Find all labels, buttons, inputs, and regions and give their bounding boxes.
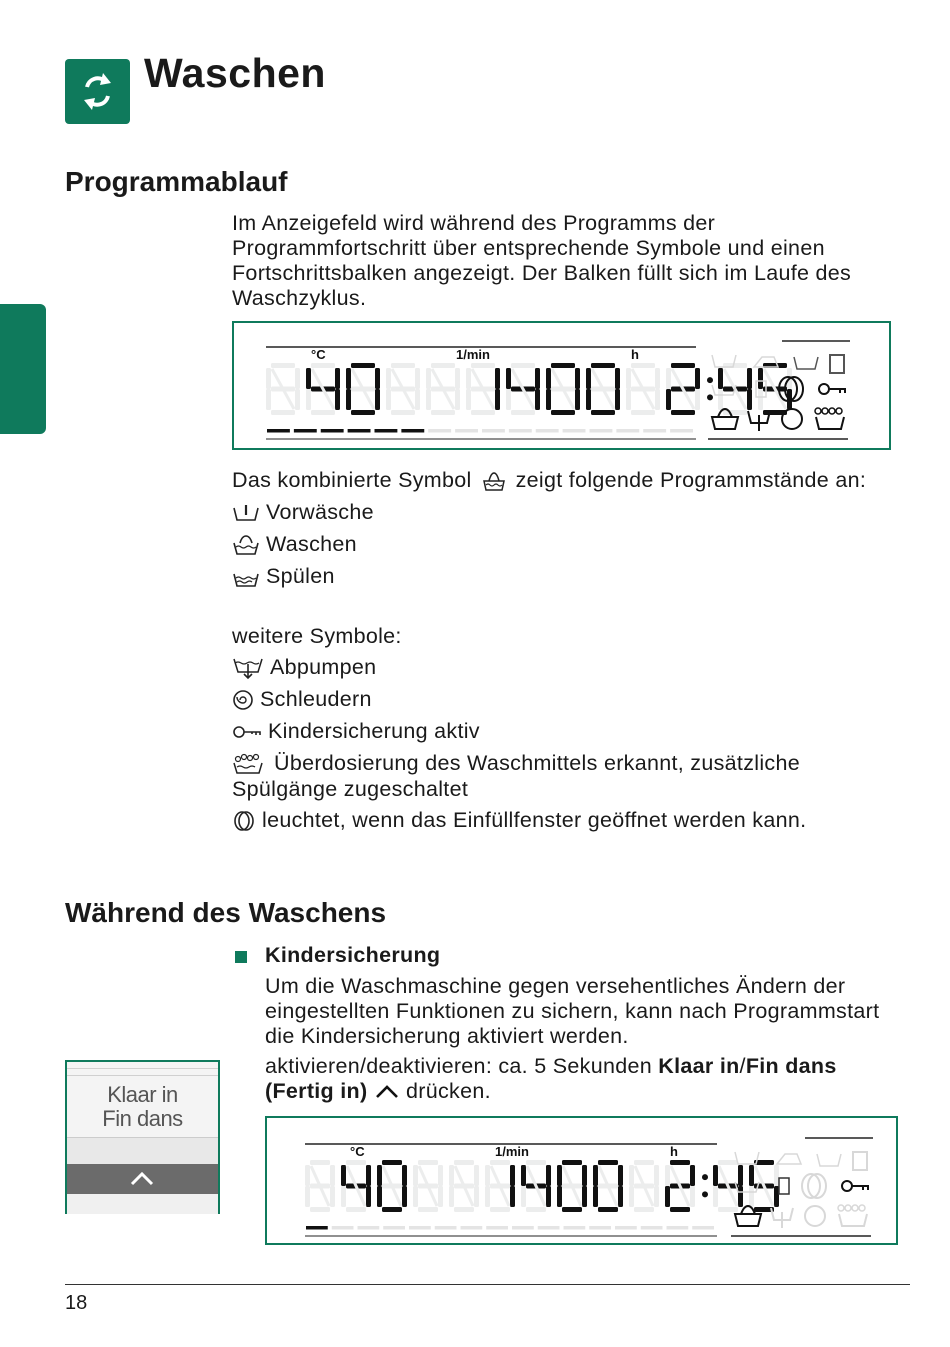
list-item (232, 500, 374, 525)
sub-title-kindersicherung: Kindersicherung (265, 943, 441, 967)
progress-segment (509, 429, 532, 433)
lcd-digit (449, 1160, 479, 1212)
lcd-time-unit: h (670, 1144, 678, 1159)
panel-label-klaar: Klaar in (107, 1082, 178, 1107)
lcd-display-graphic (267, 1118, 896, 1243)
action-fin: Fin dans (745, 1054, 837, 1078)
foam-label-continued: Spülgänge zugeschaltet (232, 777, 469, 801)
intro-paragraph: Im Anzeigefeld wird während des Programms der Programmfortschritt über entsprechende Symbole und einen Fortschrittsbalken angezeigt. Der Balken füllt sich im Laufe des Waschzyklus. (232, 211, 852, 310)
list-item (232, 564, 335, 589)
combined-symbol-icon (480, 469, 508, 493)
lcd-speed-unit: 1/min (495, 1144, 529, 1159)
progress-segment (321, 429, 344, 433)
lcd-digit (506, 363, 540, 415)
progress-segment (670, 429, 693, 433)
action-klaar: Klaar in (658, 1054, 740, 1078)
progress-segment (306, 1226, 328, 1230)
action-fertig: (Fertig in) (265, 1079, 368, 1103)
section-heading-programmablauf: Programmablauf (65, 166, 288, 197)
kindersicherung-action (265, 1054, 905, 1104)
progress-segment (536, 429, 559, 433)
lcd-digit (593, 1160, 623, 1212)
progress-segment (590, 429, 613, 433)
rinse-icon (232, 566, 260, 588)
key-icon (232, 722, 262, 742)
lcd-time-unit: h (631, 347, 639, 362)
lcd-digit (346, 363, 380, 415)
wash-icon (232, 534, 260, 556)
lcd-digit (413, 1160, 443, 1212)
progress-segment (358, 1226, 380, 1230)
action-slash: / (739, 1054, 746, 1078)
more-symbols-heading: weitere Symbole: (232, 624, 402, 648)
time-up-button[interactable] (67, 1164, 218, 1194)
lcd-digit (713, 1160, 743, 1212)
lcd-digit (629, 1160, 659, 1212)
lcd-temp-unit: °C (350, 1144, 365, 1159)
spin-label: Schleudern (260, 687, 372, 711)
drain-label: Abpumpen (270, 655, 377, 679)
progress-segment (486, 1226, 508, 1230)
chevron-up-icon (67, 1164, 218, 1194)
progress-segment (461, 1226, 483, 1230)
rinse-label: Spülen (266, 564, 335, 588)
spin-icon (232, 689, 254, 711)
lcd-digit (666, 363, 700, 415)
progress-segment (375, 429, 398, 433)
progress-segment (667, 1226, 689, 1230)
lcd-digit (758, 363, 792, 415)
progress-segment (383, 1226, 405, 1230)
lcd-digit (557, 1160, 587, 1212)
door-label: leuchtet, wenn das Einfüllfenster geöffnet werden kann. (262, 808, 807, 832)
progress-segment (435, 1226, 457, 1230)
lcd-digit (521, 1160, 551, 1212)
lcd-digit (749, 1160, 779, 1212)
lcd-digit (266, 363, 300, 415)
action-prefix: aktivieren/deaktivieren: ca. 5 Sekunden (265, 1054, 659, 1078)
progress-segment (563, 429, 586, 433)
list-item (232, 808, 806, 833)
lcd-digit (485, 1160, 515, 1212)
wash-label: Waschen (266, 532, 357, 556)
progress-segment (455, 429, 478, 433)
control-panel (65, 1060, 220, 1214)
key-label: Kindersicherung aktiv (268, 719, 480, 743)
progress-segment (643, 429, 666, 433)
progress-segment (564, 1226, 586, 1230)
lcd-digit (546, 363, 580, 415)
progress-segment (512, 1226, 534, 1230)
kindersicherung-text: Um die Waschmaschine gegen versehentliches Ändern der eingestellten Funktionen zu sichern, kann nach Programmstart die Kindersicherung aktiviert werden. (265, 974, 880, 1048)
progress-segment (401, 429, 424, 433)
combined-symbol-intro: Das kombinierte Symbol (232, 468, 472, 492)
lcd-digit (305, 1160, 335, 1212)
lcd-digit (466, 363, 500, 415)
panel-label-fin: Fin dans (102, 1106, 183, 1131)
footer-rule (65, 1284, 910, 1285)
bullet-square (235, 951, 247, 963)
lcd-digit (386, 363, 420, 415)
lcd-display-locked (265, 1116, 898, 1245)
lcd-digit (341, 1160, 371, 1212)
lcd-speed-unit: 1/min (456, 347, 490, 362)
prewash-label: Vorwäsche (266, 500, 374, 524)
progress-segment (294, 429, 317, 433)
lcd-digit (665, 1160, 695, 1212)
progress-segment (538, 1226, 560, 1230)
lcd-digit (586, 363, 620, 415)
combined-symbol-outro: zeigt folgende Programmstände an: (515, 468, 867, 492)
progress-segment (482, 429, 505, 433)
progress-segment (428, 429, 451, 433)
lcd-digit (426, 363, 460, 415)
drain-icon (232, 656, 264, 680)
progress-segment (332, 1226, 354, 1230)
page-number: 18 (65, 1292, 88, 1314)
progress-segment (616, 429, 639, 433)
progress-segment (348, 429, 371, 433)
progress-segment (589, 1226, 611, 1230)
refresh-icon (65, 59, 130, 124)
combined-symbol-line (232, 468, 866, 493)
chapter-side-tab (0, 304, 46, 434)
prewash-icon (232, 502, 260, 524)
lcd-digit (377, 1160, 407, 1212)
chevron-up-icon (374, 1083, 400, 1099)
chapter-title: Waschen (144, 50, 326, 96)
lcd-digit (306, 363, 340, 415)
section-heading-waehrend: Während des Waschens (65, 897, 387, 928)
progress-segment (692, 1226, 714, 1230)
lcd-digit (626, 363, 660, 415)
foam-icon (232, 753, 264, 775)
progress-segment (409, 1226, 431, 1230)
list-item (232, 719, 480, 744)
lcd-display-graphic (234, 323, 889, 448)
list-item (232, 751, 800, 776)
action-suffix: drücken. (399, 1079, 491, 1103)
list-item (232, 655, 376, 680)
progress-segment (641, 1226, 663, 1230)
lcd-temp-unit: °C (311, 347, 326, 362)
list-item (232, 687, 372, 712)
foam-label: Überdosierung des Waschmittels erkannt, zusätzliche (274, 751, 800, 775)
progress-segment (615, 1226, 637, 1230)
lcd-display (232, 321, 891, 450)
progress-segment (267, 429, 290, 433)
door-icon (232, 810, 256, 832)
list-item (232, 532, 357, 557)
